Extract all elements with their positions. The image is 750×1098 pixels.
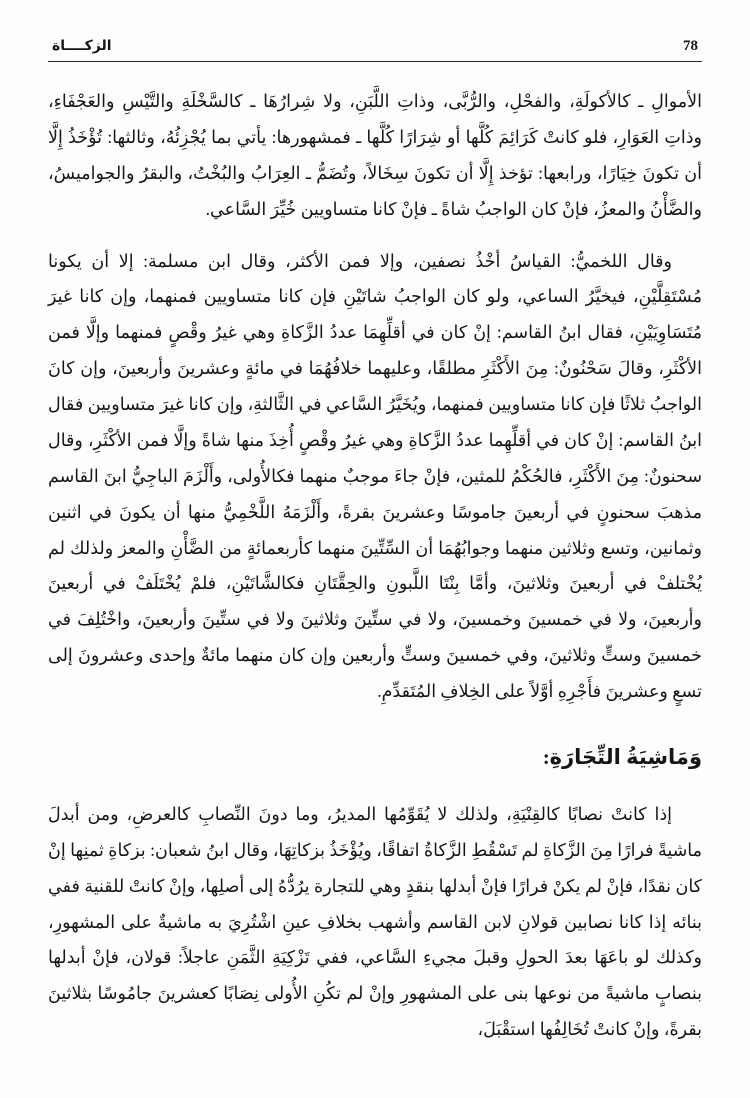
section-heading-trade-livestock: وَمَاشِيَةُ التِّجَارَةِ: (542, 744, 702, 769)
paragraph-continuation: الأموالِ ـ كالأكولَةِ، والفحْلِ، والرُّبَّى، وذاتِ اللَّبَنِ، ولا شِرارُهَا ـ كالسَّخْلَةِ والتَّيْسِ والعَجْفَاءِ، وذاتِ العَوَارِ، فلو كانتْ كَرَائِمَ كُلَّها أو شِرَارًا كُلَّها ـ فمشهورها: يأتي بما يُجْزِئُهُ، وثالثها: تُؤْخَذُ إِلَّا أن تكونَ خِيَارًا، ورابعها: تؤخذ إِلَّا أن تكونَ سِخَالاً، وتُضَمُّ ـ العِرَابُ والبُخْتُ، والبقرُ والجواميسُ، والضَّأْنُ والمعزُ، فإنْ كان الواجبُ شاةً ـ فإنْ كانا متساويين خُيِّرَ السَّاعي. (48, 91, 702, 219)
running-head-title: الزكــــاة (52, 39, 112, 54)
paragraph-trade-livestock: إذا كانتْ نصابًا كالقِنْيَةِ، ولذلك لا يُقَوِّمُها المديرُ، وما دونَ النِّصابِ كالعرضِ، ومن أبدلَ ماشيةً فرارًا مِنَ الزَّكاةِ لم تَسْقُطِ الزَّكاةُ اتفاقًا، ويُؤْخَذُ بزكاتِهَا، وقال ابنُ شعبان: بزكاةِ ثمنِها إنْ كان نقدًا، فإنْ لم يكنْ فرارًا فإنْ أبدلها بنقدٍ وهي للتجارة يرُدُّهُ إلى أصلِها، وإنْ كانتْ للقنية ففي بنائه إذا كانا نصابين قولانِ لابن القاسم وأشهب بخلافِ عينِ اشْتُرِيَ به ماشيةٌ على المشهورِ، وكذلك لو باعَهَا بعدَ الحولِ وقبلَ مجيءِ السَّاعي، ففي تَزْكِيَةِ الثَّمَنِ عاجلاً: قولان، فإنْ أبدلها بنصابٍ ماشيةً من نوعها بنى على المشهورِ وإنْ لم تكُنِ الأُولى نِصَابًا كعشرينَ جامُوسًا بثلاثينَ بقرةً، وإنْ كانتْ تُخَالِفُها استقْبَلَ، (48, 803, 702, 1040)
paragraph-lakhmi-quote: وقال اللخميُّ: القياسُ أخْذُ نصفين، وإلا فمن الأكثر، وقال ابن مسلمة: إلا أن يكونا مُسْتَقِلَّيْنِ، فيخيَّرُ الساعي، ولو كان الواجبُ شاتَيْنِ فإن كانا متساويين فمنهما، وإن كانا غيرَ مُتَسَاوِيَيْنِ، فقال ابنُ القاسم: إنْ كان في أقلِّهِمَا عددُ الزَّكاةِ وهي غيرُ وقْصٍ فمنهما وإلَّا فمن الأكْثَرِ، وقالَ سَحْنُونٌ: مِنَ الأَكْثَرِ مطلقًا، وعليهما خلافُهُمَا في مائةٍ وعشرينَ وأربعينَ، وإن كانَ الواجبُ ثلاثًا فإن كانا متساويين فمنهما، ويُخَيَّرُ السَّاعي في الثَّالثةِ، وإن كانا غيرَ متساويين فقال ابنُ القاسم: إنْ كان في أقلِّهِما عددُ الزَّكاةِ وهي غيرُ وقْصٍ أُخِذَ منها شاةً وإلَّا فمن الأكْثَرِ، وقال سحنونٌ: مِنَ الأَكْثَرِ، فالحُكْمُ للمثين، فإنْ جاءَ موجبٌ منهما فكالأُولى، وأَلْزَمَ الباجِيُّ ابنَ القاسم مذهبَ سحنونٍ في أربعينَ جاموسًا وعشرينَ بقرةً، وأَلْزَمَهُ اللَّخْمِيُّ منها أن يكونَ في اثنين وثمانين، وتسع وثلاثين منهما وجوابُهُمَا أن السِّتِّينَ منهما كأربعمائةٍ من الضَّأْنِ والمعز ولذلك لم يُخْتلفْ في أربعينَ وثلاثينَ، وأمَّا بِنْتَا اللَّبونِ والحِقَّتَانِ فكالشَّاتَيْنِ، فلمْ يُخْتَلَفْ في أربعينَ وأربعينَ، ولا في خمسينَ وخمسينَ، ولا في ستِّينَ وثلاثينَ ولا في ستِّينَ وأربعينَ، واخْتُلِفَ في خمسينَ وستٍّ وثلاثينَ، وفي خمسينَ وستٍّ وأربعين وإن كان منهما مائةٌ وإحدى وعشرونَ إلى تسعٍ وعشرينَ فأَجْرِهِ أوَّلاً على الخِلافِ المُتَقدِّمِ. (48, 250, 702, 701)
page-header (48, 38, 702, 61)
page-number: 78 (683, 38, 698, 54)
header-rule (48, 61, 702, 62)
page-body (48, 84, 702, 1048)
